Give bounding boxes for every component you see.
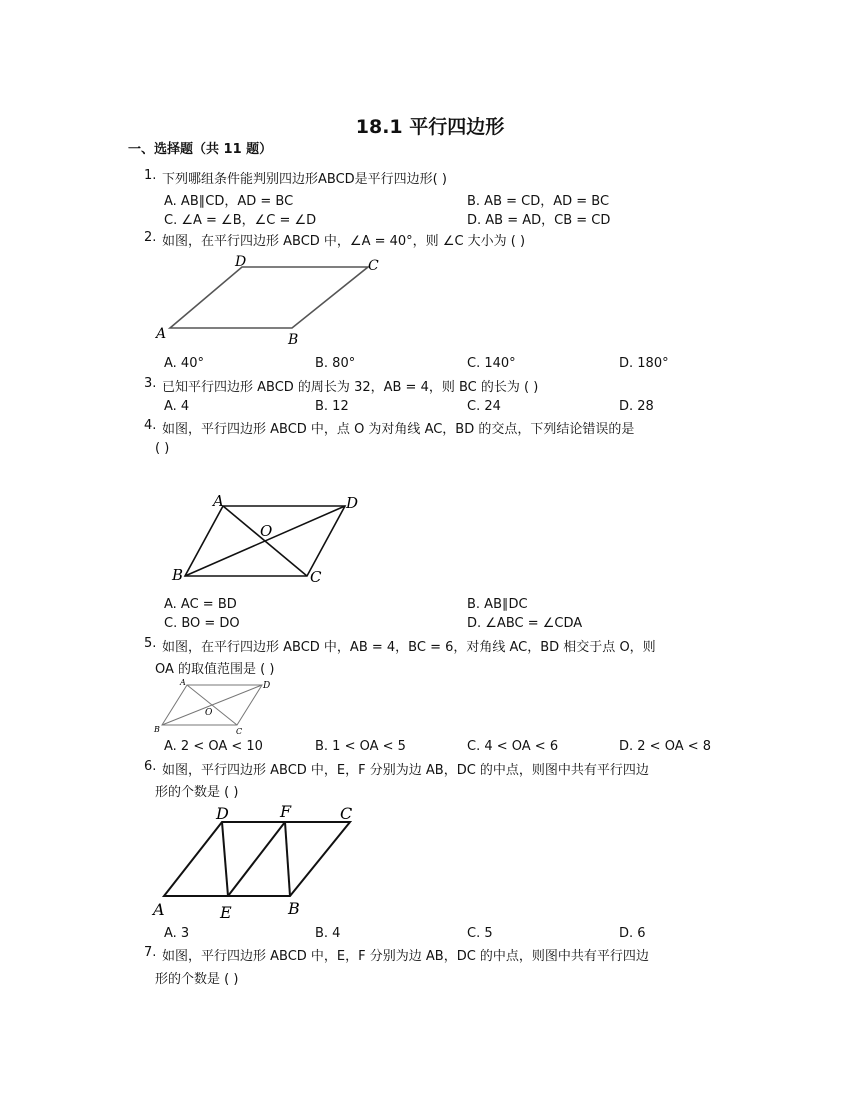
q5-parallelogram-figure <box>152 677 282 737</box>
q5-label-a: A <box>180 678 186 687</box>
q3-text: 已知平行四边形 ABCD 的周长为 32，AB = 4，则 BC 的长为 ( ) <box>162 380 539 395</box>
q4-option-a: A. AC = BD <box>164 597 237 612</box>
q2-parallelogram-figure <box>150 250 390 350</box>
q7-text: 如图，平行四边形 ABCD 中，E，F 分别为边 AB，DC 的中点，则图中共有平行四边 <box>162 949 649 964</box>
q4-label-c: C <box>310 568 322 586</box>
q5-text: 如图，在平行四边形 ABCD 中，AB = 4，BC = 6，对角线 AC，BD 相交于点 O，则 <box>162 640 656 655</box>
q6-label-b: B <box>288 899 300 918</box>
q6-text: 如图，平行四边形 ABCD 中，E，F 分别为边 AB，DC 的中点，则图中共有平行四边 <box>162 763 649 778</box>
q1-option-a: A. AB∥CD，AD = BC <box>164 194 294 209</box>
q4-text-cont: ( ) <box>155 441 170 456</box>
q6-option-a: A. 3 <box>164 926 190 941</box>
q6-label-a: A <box>153 900 165 919</box>
page-title: 18.1 平行四边形 <box>355 116 505 138</box>
q1-text: 下列哪组条件能判别四边形ABCD是平行四边形( ) <box>162 172 447 187</box>
q4-label-a: A <box>213 492 224 510</box>
q6-option-b: B. 4 <box>315 926 341 941</box>
q2-label-a: A <box>156 326 167 342</box>
q1-option-d: D. AB = AD，CB = CD <box>467 213 611 228</box>
section-heading: 一、选择题（共 11 题） <box>128 142 273 157</box>
q6-option-d: D. 6 <box>619 926 646 941</box>
q5-label-d: D <box>263 681 271 691</box>
q4-diagonal-bd <box>185 506 345 576</box>
q4-option-d: D. ∠ABC = ∠CDA <box>467 616 583 631</box>
q2-parallelogram <box>170 267 368 328</box>
q6-segment-de <box>222 822 228 896</box>
q6-number: 6. <box>144 759 157 774</box>
q5-label-b: B <box>154 725 160 734</box>
q2-label-d: D <box>235 254 247 270</box>
q4-option-b: B. AB∥DC <box>467 597 528 612</box>
q2-option-d: D. 180° <box>619 356 669 371</box>
q4-label-b: B <box>172 566 184 584</box>
q4-parallelogram-figure <box>165 490 365 590</box>
q5-text-cont: OA 的取值范围是 ( ) <box>155 662 275 677</box>
q5-option-b: B. 1 < OA < 5 <box>315 739 406 754</box>
q4-text: 如图，平行四边形 ABCD 中，点 O 为对角线 AC，BD 的交点，下列结论错误的是 <box>162 422 635 437</box>
q2-text: 如图，在平行四边形 ABCD 中，∠A = 40°，则 ∠C 大小为 ( ) <box>162 234 526 249</box>
q5-diagonal-bd <box>162 685 262 725</box>
q3-option-d: D. 28 <box>619 399 654 414</box>
q6-label-c: C <box>340 804 353 823</box>
q2-option-a: A. 40° <box>164 356 204 371</box>
q5-number: 5. <box>144 636 157 651</box>
q2-number: 2. <box>144 230 157 245</box>
q2-label-b: B <box>288 332 299 348</box>
q4-option-c: C. BO = DO <box>164 616 240 631</box>
q1-number: 1. <box>144 168 157 183</box>
q6-label-d: D <box>216 804 229 823</box>
q4-label-d: D <box>346 494 359 512</box>
q7-text-cont: 形的个数是 ( ) <box>155 972 239 987</box>
q3-option-b: B. 12 <box>315 399 349 414</box>
q6-label-e: E <box>220 903 232 922</box>
q6-option-c: C. 5 <box>467 926 493 941</box>
q4-number: 4. <box>144 418 157 433</box>
q3-number: 3. <box>144 376 157 391</box>
q6-text-cont: 形的个数是 ( ) <box>155 785 239 800</box>
q5-option-c: C. 4 < OA < 6 <box>467 739 559 754</box>
q5-label-c: C <box>236 727 243 736</box>
q5-option-d: D. 2 < OA < 8 <box>619 739 712 754</box>
q6-label-f: F <box>280 802 292 821</box>
q2-option-b: B. 80° <box>315 356 356 371</box>
q3-option-c: C. 24 <box>467 399 501 414</box>
q2-option-c: C. 140° <box>467 356 516 371</box>
q2-label-c: C <box>368 258 379 274</box>
q6-parallelogram-figure <box>150 800 365 922</box>
q5-label-o: O <box>205 708 213 718</box>
q7-number: 7. <box>144 945 157 960</box>
q6-segment-fe <box>228 822 285 896</box>
q1-option-b: B. AB = CD，AD = BC <box>467 194 610 209</box>
q6-segment-fb <box>285 822 290 896</box>
q1-option-c: C. ∠A = ∠B，∠C = ∠D <box>164 213 317 228</box>
q4-label-o: O <box>260 522 273 540</box>
q3-option-a: A. 4 <box>164 399 190 414</box>
q5-option-a: A. 2 < OA < 10 <box>164 739 263 754</box>
